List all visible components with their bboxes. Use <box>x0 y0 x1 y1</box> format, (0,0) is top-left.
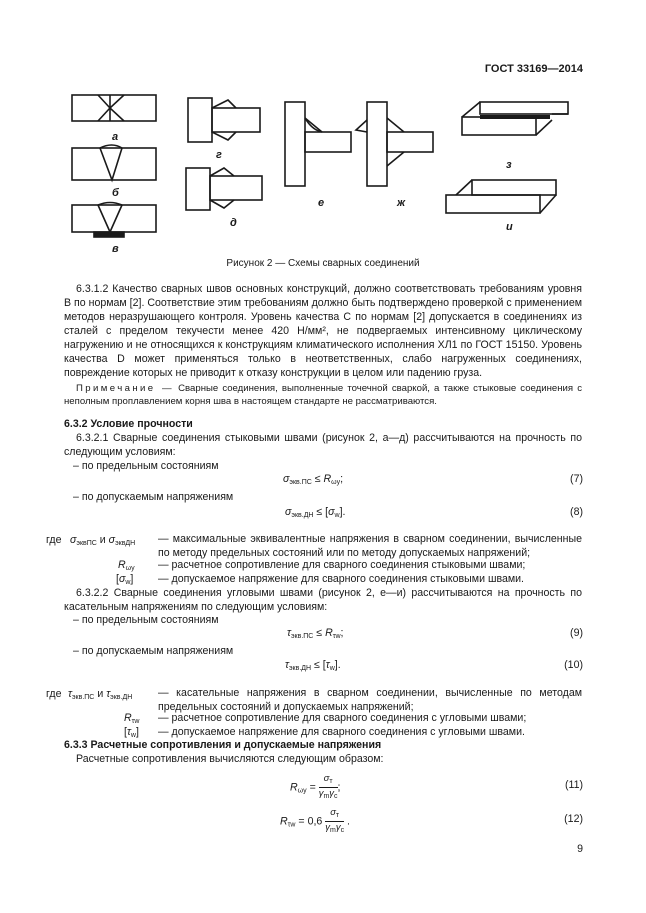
symbols-sigma: $\sigma_{эквПС}$ и $\sigma_{эквДН}$ <box>70 534 136 547</box>
joint-zh-drawing <box>356 102 433 186</box>
standard-number: ГОСТ 33169—2014 <box>484 63 583 75</box>
eq-11-number: (11) <box>564 779 583 791</box>
weld-joints-figure <box>60 90 590 255</box>
label-v: в <box>112 243 119 255</box>
note-label: Примечание — <box>76 383 175 394</box>
joint-v-drawing <box>72 203 156 238</box>
formula-12: $R_{\tau w} = 0,6$ $\frac{\sigma_т}{\gamma_m\gamma_c}$ . <box>280 807 350 834</box>
eq-12-number: (12) <box>564 813 583 825</box>
definition-sigma: — максимальные эквивалентные напряжения в сварном соединении, вычисленные по методу предельных состояний или по методу допускаемых напряжений; <box>158 533 582 559</box>
label-b: б <box>112 187 119 199</box>
joint-b-drawing <box>72 145 156 180</box>
label-zh: ж <box>397 197 406 209</box>
symbols-tau: $\tau_{экв.ПС}$ и $\tau_{экв.ДН}$ <box>68 688 133 701</box>
label-e: е <box>318 197 325 209</box>
definition-R-wy: — расчетное сопротивление для сварного соединения стыковыми швами; <box>158 559 526 571</box>
label-a: а <box>112 131 119 143</box>
figure-caption: Рисунок 2 — Схемы сварных соединений <box>226 258 420 269</box>
note-text: Сварные соединения, выполненные точечной сваркой, а также стыковые соединения с неполным проплавлением корня шва в настоящем стандарте не рассматриваются. <box>64 383 582 407</box>
label-i: и <box>506 221 513 233</box>
joint-a-drawing <box>72 95 156 121</box>
where-label-2: где <box>46 688 62 700</box>
list-item-allowable-stresses: – по допускаемым напряжениям <box>73 491 234 503</box>
list-item-allowable-stresses-2: – по допускаемым напряжениям <box>73 645 234 657</box>
heading-6-3-2: 6.3.2 Условие прочности <box>64 418 193 430</box>
list-item-limit-states: – по предельным состояниям <box>73 460 219 472</box>
eq-7-number: (7) <box>570 473 583 485</box>
label-z: з <box>506 159 512 171</box>
paragraph-6-3-2-2: 6.3.2.2 Сварные соединения угловыми швами (рисунок 2, е—и) рассчитываются на прочность по касательным напряжениям по следующим условиям: <box>64 587 582 613</box>
joint-i-drawing <box>446 180 556 213</box>
formula-11: $R_{\omega y}$ = $\frac{\sigma_т}{\gamma_m\gamma_c}$ ; <box>290 773 341 800</box>
symbol-tau-w: $[\tau_w]$ <box>124 726 139 739</box>
joint-d-drawing <box>186 168 262 210</box>
eq-8-number: (8) <box>570 506 583 518</box>
symbol-sigma-w: $[\sigma_w]$ <box>116 573 134 586</box>
formula-10: $\tau_{экв.ДН} \le [\tau_w]$. <box>285 659 341 672</box>
list-item-limit-states-2: – по предельным состояниям <box>73 614 219 626</box>
formula-8: $\sigma_{экв.ДН} \le [\sigma_w]$. <box>285 506 346 519</box>
where-label: где <box>46 534 62 546</box>
formula-7: $\sigma_{экв.ПС} \le R_{\omega y}$; <box>283 473 344 486</box>
definition-tau: — касательные напряжения в сварном соединении, вычисленные по методам предельных состояний и допускаемых напряжений; <box>158 687 582 713</box>
joint-g-drawing <box>188 98 260 142</box>
symbol-R-tw: $R_{\tau w}$ <box>124 712 140 725</box>
eq-9-number: (9) <box>570 627 583 639</box>
paragraph-6-3-1-2: 6.3.1.2 Качество сварных швов основных конструкций, должно соответствовать требованиям уровня В по нормам [2]. Соответствие этим требованиям должно быть подтверждено проверкой с применением методов неразрушающего контроля. Уровень качества С по нормам [2] допускается в соединениях из сталей с пределом текучести менее 420 Н/мм², не подвергаемых интенсивному циклическому нагружению и не относящихся к конструкциям климатического исполнения ХЛ1 по ГОСТ 15150. Уровень качества D может применяться только в неответственных, слабо нагруженных соединениях, повреждение которых не приводит к отказу конструкции в целом или падению груза. <box>64 283 582 379</box>
paragraph-6-3-2-1: 6.3.2.1 Сварные соединения стыковыми швами (рисунок 2, а—д) рассчитываются на прочность по следующим условиям: <box>64 432 582 458</box>
label-g: г <box>216 149 222 161</box>
heading-6-3-3: 6.3.3 Расчетные сопротивления и допускаемые напряжения <box>64 739 382 751</box>
definition-R-tw: — расчетное сопротивление для сварного соединения с угловыми швами; <box>158 712 527 724</box>
symbol-R-wy: $R_{\omega y}$ <box>118 559 135 572</box>
formula-9: $\tau_{экв.ПС} \le R_{\tau w}$; <box>287 627 344 640</box>
joint-z-drawing <box>462 102 568 135</box>
page-number: 9 <box>577 843 583 855</box>
definition-sigma-w: — допускаемое напряжение для сварного соединения стыковыми швами. <box>158 573 524 585</box>
joint-e-drawing <box>285 102 351 186</box>
note <box>64 382 582 408</box>
eq-10-number: (10) <box>564 659 583 671</box>
label-d: д <box>230 217 237 229</box>
definition-tau-w: — допускаемое напряжение для сварного соединения с угловыми швами. <box>158 726 525 738</box>
paragraph-6-3-3-intro: Расчетные сопротивления вычисляются следующим образом: <box>76 753 384 765</box>
